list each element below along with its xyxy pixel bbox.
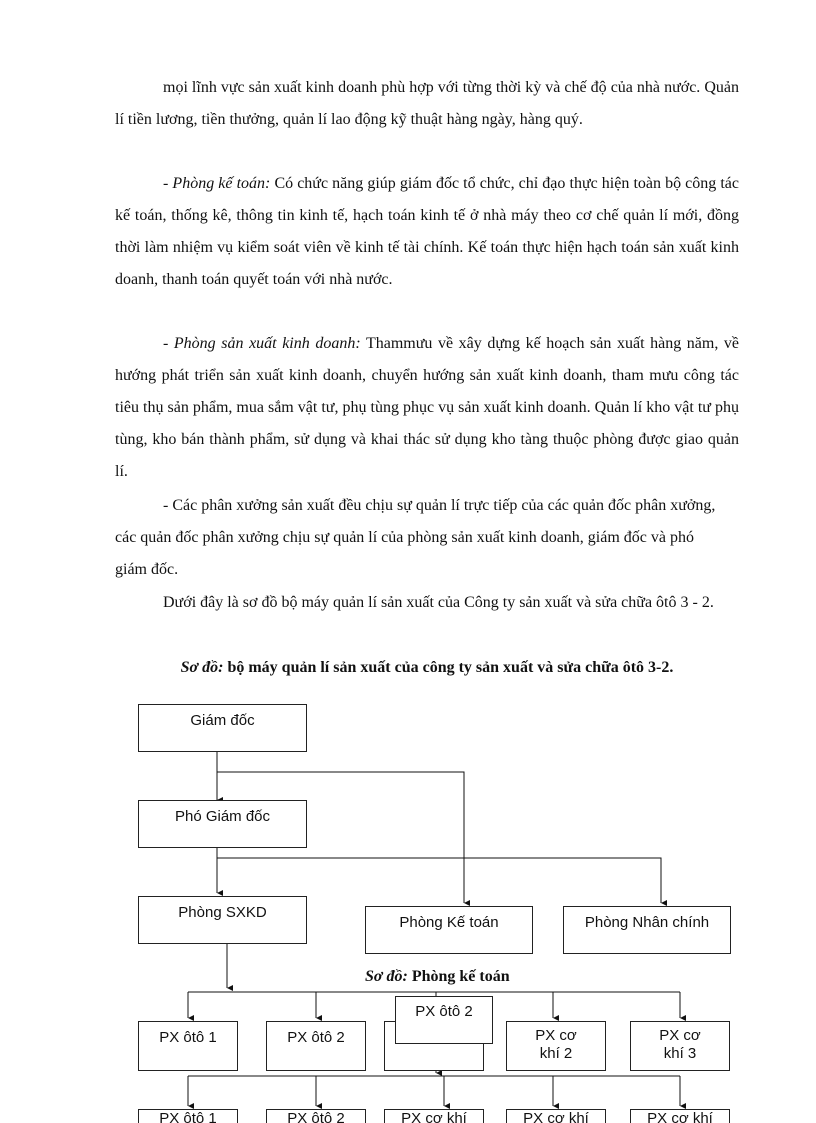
paragraph-1: mọi lĩnh vực sản xuất kinh doanh phù hợp với từng thời kỳ và chế độ của nhà nước. Quản lí tiền lương, tiền thưởng, quản lí lao động kỹ thuật hàng ngày, hàng quý. xyxy=(115,79,739,128)
overlay-workshop-box: PX ôtô 2 xyxy=(395,996,493,1044)
workshop-box: PX cơ khí xyxy=(384,1109,484,1123)
workshop-box: PX cơ khí 2 xyxy=(506,1021,606,1071)
paragraph-sxkd: - Phòng sản xuất kinh doanh: Thammưu về xây dựng kế hoạch sản xuất hàng năm, về hướng phát triển sản xuất kinh doanh, chuyển hướng sản xuất kinh doanh, tham mưu công tác tiêu thụ sản phẩm, mua sắm vật tư, phụ tùng phục vụ sản xuất kinh doanh. Quản lí kho vật tư phụ tùng, kho bán thành phẩm, sử dụng và khai thác sử dụng kho tàng thuộc phòng được giao quản lí. xyxy=(115,335,740,480)
sub-chart-label: Sơ đồ: Phòng kế toán xyxy=(365,968,510,985)
workshop-box: PX cơ khí xyxy=(506,1109,606,1123)
director-box: Giám đốc xyxy=(138,704,307,752)
accounting-department-box: Phòng Kế toán xyxy=(365,906,533,954)
paragraph-workshops: - Các phân xưởng sản xuất đều chịu sự quản lí trực tiếp của các quản đốc phân xưởng, các quản đốc phân xưởng chịu sự quản lí của phòng sản xuất kinh doanh, giám đốc và phó giám đốc. xyxy=(115,497,716,578)
paragraph-accounting: - Phòng kế toán: Có chức năng giúp giám đốc tổ chức, chỉ đạo thực hiện toàn bộ công tác kế toán, thống kê, thông tin kinh tế, hạch toán kinh tế ở nhà máy theo cơ chế quản lí mới, đồng thời làm nhiệm vụ kiểm soát viên về kinh tế tài chính. Kế toán thực hiện hạch toán sản xuất kinh doanh, thanh toán quyết toán với nhà nước. xyxy=(115,175,740,288)
sxkd-department-box: Phòng SXKD xyxy=(138,896,307,944)
sxkd-label: - Phòng sản xuất kinh doanh: xyxy=(163,335,361,352)
deputy-director-box: Phó Giám đốc xyxy=(138,800,307,848)
chart-caption: Sơ đồ: bộ máy quản lí sản xuất của công ty sản xuất và sửa chữa ôtô 3-2. xyxy=(180,659,674,676)
accounting-label: - Phòng kế toán: xyxy=(163,175,271,192)
workshop-box: PX cơ khí xyxy=(630,1109,730,1123)
hr-department-box: Phòng Nhân chính xyxy=(563,906,731,954)
workshop-box: PX cơ khí 3 xyxy=(630,1021,730,1071)
workshop-box: PX ôtô 1 xyxy=(138,1021,238,1071)
paragraph-intro-chart: Dưới đây là sơ đồ bộ máy quản lí sản xuất của Công ty sản xuất và sửa chữa ôtô 3 - 2. xyxy=(163,594,714,611)
workshop-box: PX ôtô 2 xyxy=(266,1021,366,1071)
workshop-box: PX ôtô 1 xyxy=(138,1109,238,1123)
workshop-box: PX ôtô 2 xyxy=(266,1109,366,1123)
